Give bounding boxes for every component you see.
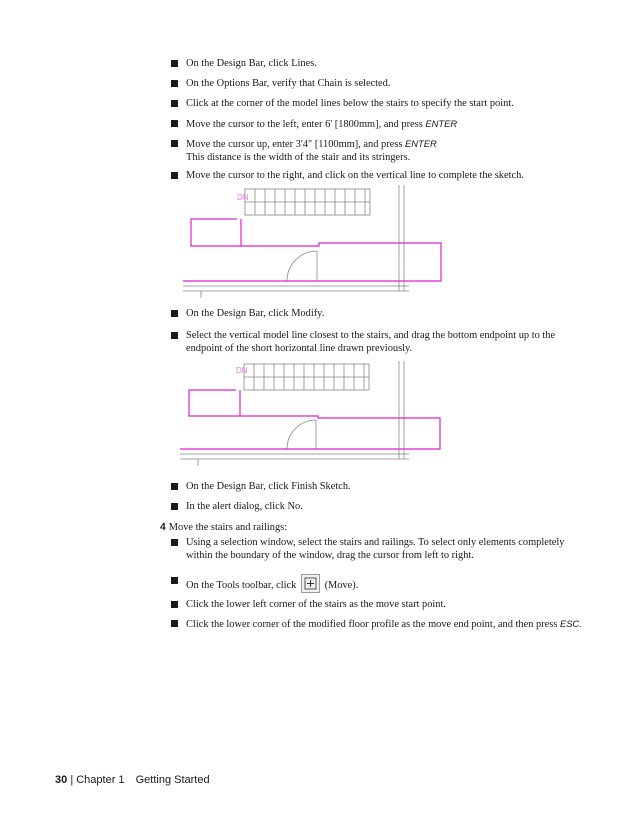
bullet-move-left: Move the cursor to the left, enter 6' [1800mm], and press ENTER — [171, 117, 591, 131]
footer-separator: | — [70, 774, 74, 786]
bullet-click-modify: On the Design Bar, click Modify. — [171, 307, 591, 320]
key-esc: ESC. — [559, 618, 582, 629]
bullet-square — [171, 503, 178, 510]
bullet-tools-move: On the Tools toolbar, click (Move). — [171, 574, 591, 593]
bullet-square — [171, 483, 178, 490]
key-enter: ENTER — [425, 118, 458, 129]
bullet-square — [171, 172, 178, 179]
bullet-move-up: Move the cursor up, enter 3'4" [1100mm], and press ENTER This distance is the width of the stair and its stringers. — [171, 137, 591, 164]
bullet-finish-sketch: On the Design Bar, click Finish Sketch. — [171, 480, 591, 493]
magenta-sketch-lines — [183, 219, 441, 281]
step-4-heading: 4 Move the stairs and railings: — [160, 522, 288, 533]
bullet-square — [171, 310, 178, 317]
bullet-square — [171, 620, 178, 627]
sketch-figure-2 — [180, 359, 442, 467]
bullet-click-lines: On the Design Bar, click Lines. — [171, 57, 591, 70]
key-enter: ENTER — [404, 138, 437, 149]
bullet-square — [171, 539, 178, 546]
bullet-selection-window: Using a selection window, select the stairs and railings. To select only elements completely within the boundary of the window, drag the cursor from left to right. — [171, 536, 591, 562]
footer-title: Getting Started — [135, 774, 210, 786]
bullet-move-start: Click the lower left corner of the stairs as the move start point. — [171, 598, 591, 611]
bullet-click-corner: Click at the corner of the model lines below the stairs to specify the start point. — [171, 97, 591, 110]
magenta-sketch-lines — [180, 390, 440, 449]
dn-label: DN — [237, 193, 249, 202]
bullet-square — [171, 80, 178, 87]
bullet-square — [171, 120, 178, 127]
page-number: 30 — [55, 774, 68, 786]
bullet-square — [171, 100, 178, 107]
bullet-verify-chain: On the Options Bar, verify that Chain is selected. — [171, 77, 591, 90]
bullet-move-end: Click the lower corner of the modified floor profile as the move end point, and then press ESC. — [171, 617, 591, 631]
footer-chapter: Chapter 1 — [76, 774, 125, 786]
sketch-figure-1 — [183, 183, 445, 301]
bullet-drag-endpoint: Select the vertical model line closest to the stairs, and drag the bottom endpoint up to the endpoint of the short horizontal line drawn previously. — [171, 329, 591, 355]
bullet-square — [171, 60, 178, 67]
bullet-move-right: Move the cursor to the right, and click on the vertical line to complete the sketch. — [171, 169, 591, 182]
bullet-square — [171, 140, 178, 147]
page-footer — [55, 774, 210, 787]
bullet-square — [171, 577, 178, 584]
bullet-square — [171, 332, 178, 339]
move-icon — [301, 574, 320, 593]
bullet-square — [171, 601, 178, 608]
step-number: 4 — [160, 522, 166, 533]
bullet-alert-no: In the alert dialog, click No. — [171, 500, 591, 513]
dn-label: DN — [236, 366, 248, 375]
